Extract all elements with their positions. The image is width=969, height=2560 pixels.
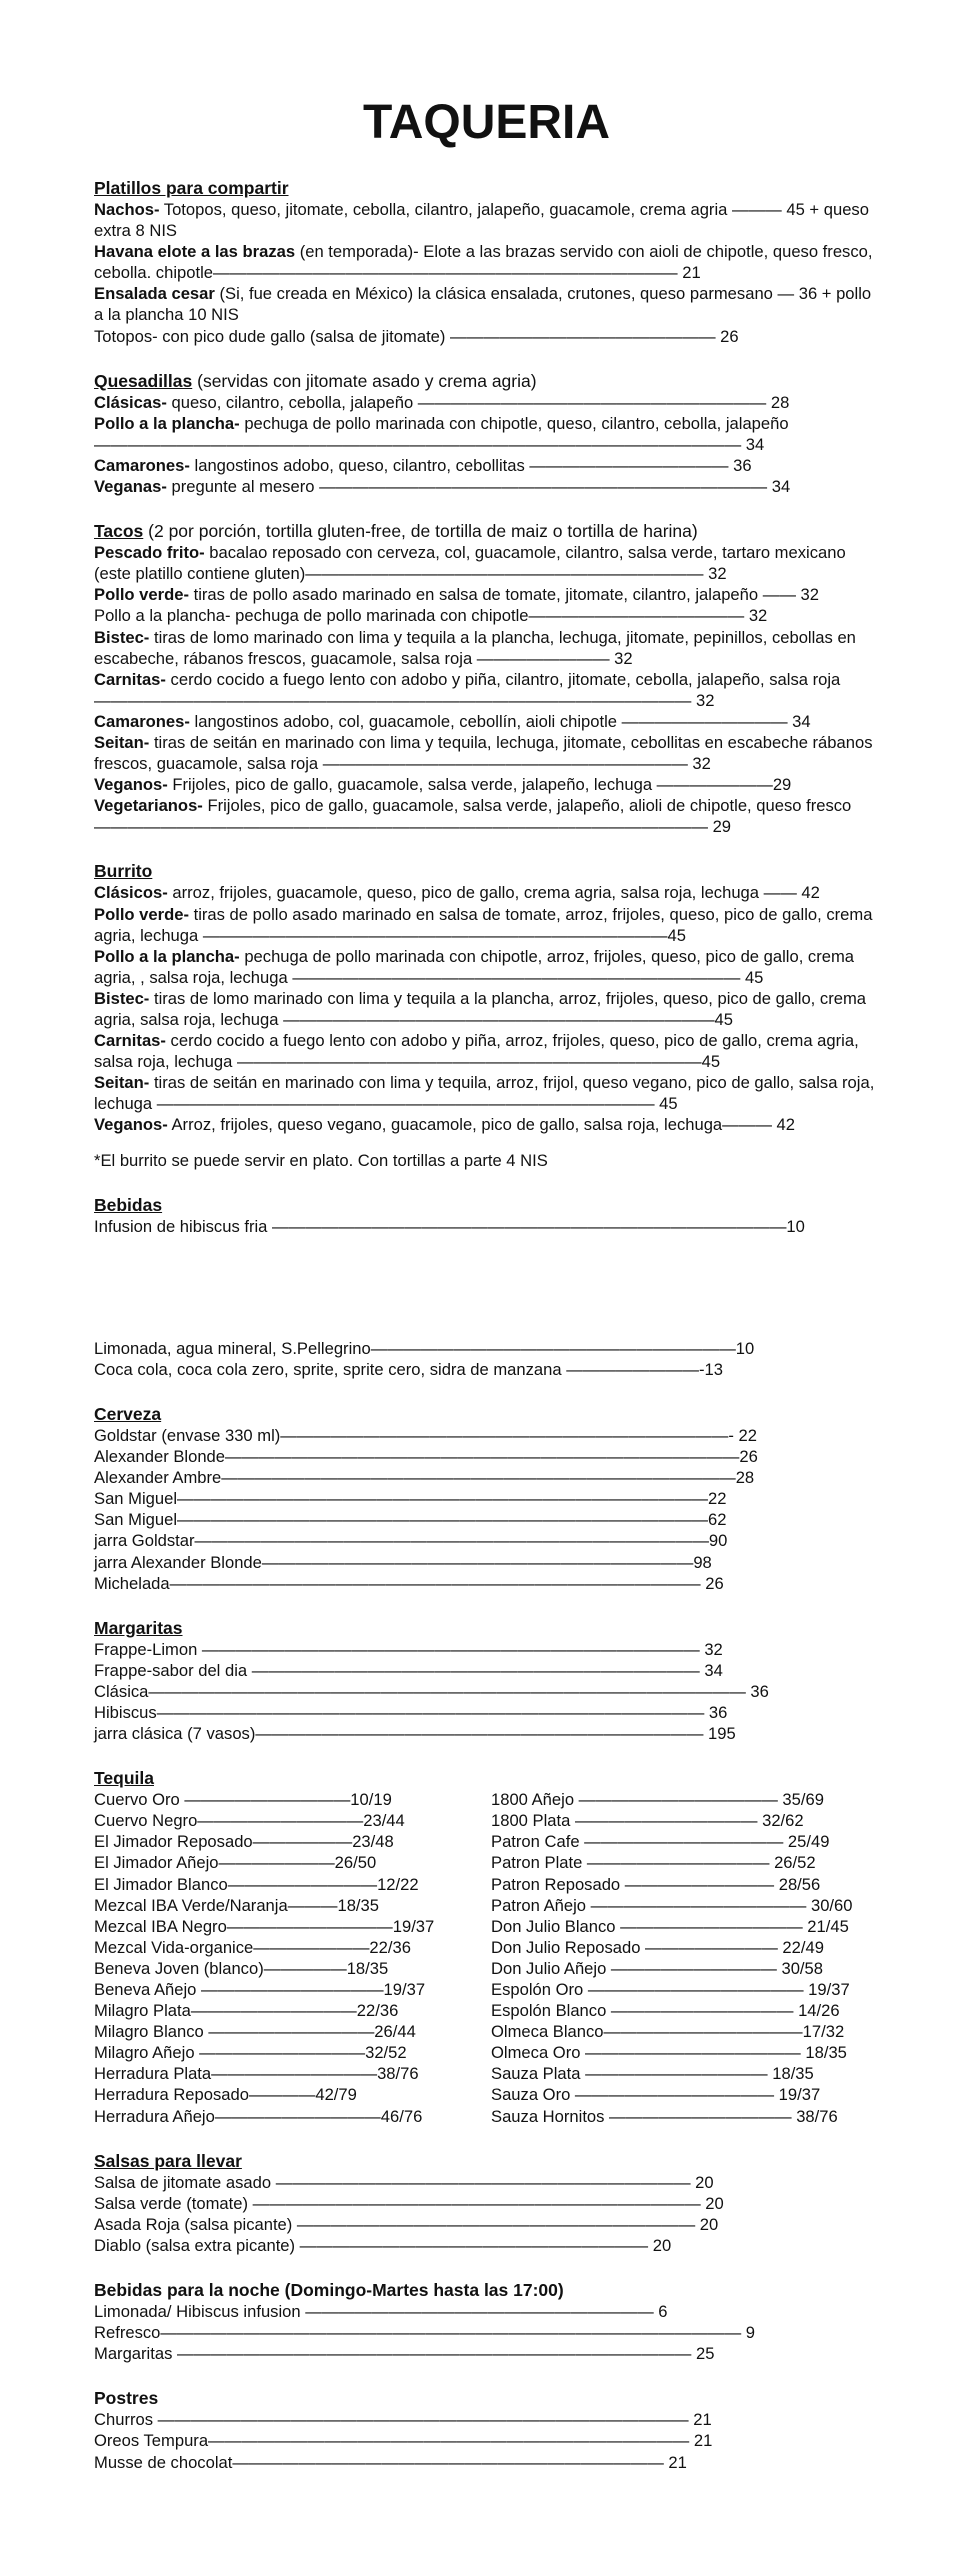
section-heading-note: (2 por porción, tortilla gluten-free, de tortilla de maiz o tortilla de harina): [143, 521, 698, 542]
menu-item-description: Asada Roja (salsa picante) ———————————————————————— 20: [94, 2214, 719, 2234]
menu-item-name: Pescado frito-: [94, 543, 205, 563]
menu-item-description: Totopos- con pico dude gallo (salsa de jitomate) ———————————————— 26: [94, 326, 739, 346]
menu-document: [94, 96, 879, 2497]
menu-item-description: Alexander Blonde———————————————————————————————26: [94, 1447, 758, 1467]
section-heading: [94, 178, 879, 199]
menu-item: [94, 392, 879, 413]
menu-item-description: pechuga de pollo marinada con chipotle, arroz, frijoles, queso, pico de gallo, crema agria, , salsa roja, lechuga ——————————————————————————— 45: [94, 946, 855, 987]
menu-item-name: Carnitas-: [94, 669, 166, 689]
section-heading: [94, 371, 879, 392]
menu-item-description: Coca cola, coca cola zero, sprite, sprite cero, sidra de manzana ————————-13: [94, 1359, 723, 1379]
tequila-item: Cuervo Negro——————————23/44: [94, 1811, 405, 1831]
page-title: TAQUERIA: [362, 96, 611, 149]
menu-item-description: Infusion de hibiscus fria ———————————————————————————————10: [94, 1216, 805, 1236]
menu-section: [94, 521, 879, 837]
section-tequila: [94, 1768, 879, 2127]
tequila-item: Olmeca Oro ————————————— 18/35: [491, 2043, 847, 2063]
menu-item: [94, 1072, 879, 1114]
menu-item-description: (Si, fue creada en México) la clásica ensalada, crutones, queso parmesano — 36 + pollo a la plancha 10 NIS: [94, 284, 872, 325]
menu-item: [94, 542, 879, 584]
menu-item-name: Nachos-: [94, 200, 160, 219]
menu-item: [94, 1467, 879, 1488]
section-heading: [94, 861, 879, 882]
section-heading-text: Quesadillas: [94, 370, 193, 391]
section-heading-text: Burrito: [94, 861, 153, 882]
tequila-item: Patron Reposado ————————— 28/56: [491, 1874, 821, 1894]
menu-section: [94, 1195, 879, 1380]
menu-item-description: tiras de seitán en marinado con lima y tequila, lechuga, jitomate, cebollitas en escabeche rábanos frescos, guacamole, salsa roja —————————————————————— 32: [94, 732, 873, 774]
menu-item: [94, 988, 879, 1030]
section-heading-text: Cerveza: [94, 1403, 162, 1424]
section-heading-text: Bebidas: [94, 1194, 163, 1215]
menu-item-description: Musse de chocolat—————————————————————————— 21: [94, 2452, 687, 2472]
menu-item-name: Veganas-: [94, 477, 167, 497]
menu-item-description: tiras de pollo asado marinado en salsa de tomate, jitomate, cilantro, jalapeño —— 32: [188, 585, 819, 605]
menu-item-description: Churros ———————————————————————————————— 21: [94, 2410, 712, 2430]
menu-item-description: Hibiscus————————————————————————————————— 36: [94, 1702, 728, 1722]
menu-item: [94, 413, 879, 455]
menu-item-name: Clásicas-: [94, 392, 167, 412]
menu-item-description: bacalao reposado con cerveza, col, guacamole, cilantro, salsa verde, tartaro mexicano (este platillo contiene gluten)———————————————————————— 32: [94, 543, 846, 584]
menu-item-description: Arroz, frijoles, queso vegano, guacamole, pico de gallo, salsa roja, lechuga——— 42: [167, 1115, 796, 1135]
menu-item-name: Bistec-: [94, 988, 150, 1008]
tequila-item: Sauza Plata ——————————— 18/35: [491, 2064, 814, 2084]
menu-item: [94, 1681, 879, 1702]
tequila-item: Mezcal IBA Verde/Naranja———18/35: [94, 1895, 380, 1915]
section-heading: [94, 2388, 879, 2409]
tequila-item: Milagro Blanco ——————————26/44: [94, 2022, 416, 2042]
tequila-item: Espolón Blanco ——————————— 14/26: [491, 2001, 840, 2021]
tequila-item: Sauza Oro ———————————— 19/37: [491, 2085, 821, 2105]
tequila-item: 1800 Plata ——————————— 32/62: [491, 1811, 804, 1831]
menu-section: [94, 1618, 879, 1744]
tequila-item: Patron Añejo ————————————— 30/60: [491, 1895, 853, 1915]
menu-item-description: Salsa de jitomate asado ————————————————————————— 20: [94, 2172, 714, 2192]
menu-item: [94, 1723, 879, 1744]
section-heading: Tequila: [94, 1768, 154, 1789]
menu-item-description: Diablo (salsa extra picante) ————————————————————— 20: [94, 2235, 672, 2255]
menu-item-description: Michelada———————————————————————————————— 26: [94, 1573, 724, 1593]
menu-item-name: Ensalada cesar: [94, 284, 215, 304]
menu-item: [94, 476, 879, 497]
tequila-item: 1800 Añejo ———————————— 35/69: [491, 1790, 824, 1810]
section-heading: [94, 1195, 879, 1216]
menu-item-name: Veganos-: [94, 1115, 168, 1135]
menu-item: [94, 605, 879, 626]
menu-item-description: tiras de seitán en marinado con lima y tequila, arroz, frijol, queso vegano, pico de gallo, salsa roja, lechuga —————————————————————————————— 45: [94, 1073, 875, 1114]
tequila-item: Don Julio Blanco ——————————— 21/45: [491, 1916, 849, 1936]
menu-item-description: Refresco——————————————————————————————————— 9: [94, 2323, 756, 2343]
menu-item-description: Frijoles, pico de gallo, guacamole, salsa verde, jalapeño, lechuga ———————29: [167, 775, 792, 795]
menu-item: [94, 732, 879, 774]
menu-item: [94, 1425, 879, 1446]
tequila-item: Don Julio Añejo —————————— 30/58: [491, 1958, 823, 1978]
tequila-item: Milagro Plata——————————22/36: [94, 2001, 399, 2021]
menu-item-description: jarra Goldstar———————————————————————————————90: [94, 1531, 728, 1551]
menu-item: [94, 774, 879, 795]
tequila-item: El Jimador Blanco—————————12/22: [94, 1874, 419, 1894]
menu-item-name: Seitan-: [94, 732, 150, 752]
menu-item-description: jarra Alexander Blonde——————————————————————————98: [94, 1552, 712, 1572]
menu-item-description: (en temporada)- Elote a las brazas servido con aioli de chipotle, queso fresco, cebolla. chipotle———————————————————————————— 21: [94, 242, 873, 283]
menu-item-description: queso, cilantro, cebolla, jalapeño ————————————————————— 28: [166, 392, 790, 412]
tequila-item: Herradura Añejo——————————46/76: [94, 2106, 423, 2126]
menu-item-description: San Miguel————————————————————————————————22: [94, 1489, 727, 1509]
menu-item: [94, 1338, 879, 1359]
menu-item-name: Veganos-: [94, 775, 168, 795]
menu-item: [94, 2235, 879, 2256]
menu-item-description: tiras de pollo asado marinado en salsa de tomate, arroz, frijoles, queso, pico de gallo, crema agria, lechuga ————————————————————————————45: [94, 904, 873, 945]
menu-item: [94, 1573, 879, 1594]
menu-item: [94, 1639, 879, 1660]
menu-item: [94, 904, 879, 946]
menu-section: [94, 371, 879, 497]
section-heading-text: Bebidas para la noche (Domingo-Martes hasta las 17:00): [94, 2280, 564, 2301]
tequila-item: Espolón Oro ————————————— 19/37: [491, 1980, 850, 1999]
tequila-grid: [94, 1789, 879, 2127]
menu-item: [94, 1552, 879, 1573]
section-heading-note: (servidas con jitomate asado y crema agria): [192, 370, 537, 391]
menu-item-description: arroz, frijoles, guacamole, queso, pico de gallo, crema agria, salsa roja, lechuga —— 42: [167, 883, 820, 903]
menu-item: [94, 627, 879, 669]
menu-item-name: Havana elote a las brazas: [94, 242, 296, 262]
menu-item-name: Pollo verde-: [94, 585, 189, 605]
tequila-item: El Jimador Reposado——————23/48: [94, 1832, 394, 1852]
menu-item: [94, 584, 879, 605]
menu-item-description: Frappe-Limon —————————————————————————————— 32: [94, 1639, 723, 1659]
menu-item: [94, 241, 879, 283]
tequila-left-column: [94, 1789, 491, 2127]
menu-sections: [94, 178, 879, 1744]
menu-item: [94, 1488, 879, 1509]
menu-item: [94, 946, 879, 988]
menu-item-name: Clásicos-: [94, 883, 168, 903]
tequila-item: Patron Cafe ———————————— 25/49: [491, 1832, 830, 1852]
menu-item: [94, 326, 879, 347]
menu-item-description: San Miguel————————————————————————————————62: [94, 1510, 727, 1530]
menu-item-name: Pollo a la plancha-: [94, 413, 240, 433]
menu-item: [94, 882, 879, 903]
menu-item-description: tiras de lomo marinado con lima y tequila a la plancha, lechuga, jitomate, pepinillos, cebollas en escabeche, rábanos frescos, guacamole, salsa roja ———————— 32: [94, 627, 856, 668]
menu-item: [94, 669, 879, 711]
menu-item-description: Alexander Ambre———————————————————————————————28: [94, 1468, 755, 1488]
section-heading: [94, 521, 879, 542]
tequila-item: Don Julio Reposado ———————— 22/49: [491, 1937, 824, 1957]
section-heading: [94, 1618, 879, 1639]
tequila-item: Patron Plate ——————————— 26/52: [491, 1853, 816, 1873]
menu-item: [94, 1114, 879, 1135]
section-heading-text: Tacos: [94, 521, 144, 542]
menu-item-description: Frappe-sabor del dia ——————————————————————————— 34: [94, 1660, 723, 1680]
section-heading: [94, 2280, 879, 2301]
section-heading-text: Postres: [94, 2388, 159, 2409]
menu-item-name: Camarones-: [94, 711, 190, 731]
menu-item: [94, 1359, 879, 1380]
menu-item-name: Carnitas-: [94, 1031, 166, 1051]
menu-sections-after: [94, 2151, 879, 2473]
menu-item: [94, 2322, 879, 2343]
menu-item: [94, 2452, 879, 2473]
section-heading: [94, 1404, 879, 1425]
menu-item: [94, 2214, 879, 2235]
menu-item: [94, 283, 879, 325]
tequila-item: Beneva Añejo ———————————19/37: [94, 1980, 426, 1999]
menu-item-description: Pollo a la plancha- pechuga de pollo marinada con chipotle————————————— 32: [94, 606, 768, 626]
menu-section: [94, 2388, 879, 2472]
menu-item-description: cerdo cocido a fuego lento con adobo y piña, cilantro, jitomate, cebolla, jalapeño, salsa roja ———————————————————————————————————— 32: [94, 669, 841, 710]
tequila-item: Olmeca Blanco————————————17/32: [491, 2022, 845, 2042]
menu-section: [94, 2280, 879, 2364]
menu-item-name: Bistec-: [94, 627, 150, 647]
menu-item-description: Frijoles, pico de gallo, guacamole, salsa verde, jalapeño, alioli de chipotle, queso fresco ————————————————————————————————————— 29: [94, 796, 852, 837]
menu-item: [94, 199, 879, 241]
menu-item-name: Camarones-: [94, 455, 190, 475]
menu-item: [94, 2193, 879, 2214]
section-footnote: *El burrito se puede servir en plato. Con tortillas a parte 4 NIS: [94, 1150, 548, 1170]
menu-item-description: langostinos adobo, queso, cilantro, cebollitas ———————————— 36: [189, 455, 752, 475]
menu-item-name: Pollo a la plancha-: [94, 946, 240, 966]
menu-item: [94, 1216, 879, 1237]
blank-gap: [94, 1237, 879, 1338]
menu-item-description: cerdo cocido a fuego lento con adobo y piña, arroz, frijoles, queso, pico de gallo, crema agria, salsa roja, lechuga ————————————————————————————45: [94, 1031, 859, 1072]
menu-item-description: Limonada/ Hibiscus infusion ————————————————————— 6: [94, 2302, 668, 2322]
menu-item: [94, 1530, 879, 1551]
menu-item-name: Seitan-: [94, 1073, 150, 1093]
tequila-item: Herradura Plata——————————38/76: [94, 2064, 419, 2084]
menu-item: [94, 2172, 879, 2193]
menu-item-description: pechuga de pollo marinada con chipotle, queso, cilantro, cebolla, jalapeño ——————————————————————————————————————— 34: [94, 413, 789, 454]
menu-item-description: langostinos adobo, col, guacamole, cebollín, aioli chipotle —————————— 34: [189, 711, 811, 731]
menu-item: [94, 2430, 879, 2451]
tequila-item: Beneva Joven (blanco)—————18/35: [94, 1958, 389, 1978]
menu-item: [94, 1509, 879, 1530]
section-heading-text: Platillos para compartir: [94, 178, 289, 198]
menu-item: [94, 2343, 879, 2364]
menu-item: [94, 1030, 879, 1072]
menu-item-description: Goldstar (envase 330 ml)———————————————————————————- 22: [94, 1425, 757, 1445]
tequila-item: Herradura Reposado————42/79: [94, 2085, 357, 2105]
menu-item: [94, 1446, 879, 1467]
tequila-item: Mezcal IBA Negro——————————19/37: [94, 1916, 435, 1936]
menu-item: [94, 2301, 879, 2322]
tequila-right-column: [491, 1789, 879, 2127]
menu-section: [94, 2151, 879, 2256]
menu-item: [94, 795, 879, 837]
menu-item-name: Pollo verde-: [94, 904, 189, 924]
menu-item-description: jarra clásica (7 vasos)——————————————————————————— 195: [94, 1724, 736, 1744]
menu-item-description: tiras de lomo marinado con lima y tequila a la plancha, arroz, frijoles, queso, pico de gallo, crema agria, salsa roja, lechuga ——————————————————————————45: [94, 988, 867, 1029]
tequila-item: Cuervo Oro ——————————10/19: [94, 1790, 392, 1810]
menu-section: [94, 178, 879, 347]
menu-item-description: Oreos Tempura————————————————————————————— 21: [94, 2431, 713, 2451]
menu-item-name: Vegetarianos-: [94, 796, 203, 816]
menu-section: [94, 1404, 879, 1594]
tequila-item: El Jimador Añejo———————26/50: [94, 1853, 377, 1873]
menu-item-description: pregunte al mesero ——————————————————————————— 34: [166, 477, 791, 497]
menu-item: [94, 1660, 879, 1681]
tequila-item: Mezcal Vida-organice———————22/36: [94, 1937, 411, 1957]
menu-section: [94, 861, 879, 1170]
menu-item: [94, 2409, 879, 2430]
section-heading: [94, 2151, 879, 2172]
section-heading-text: Salsas para llevar: [94, 2150, 242, 2171]
menu-item-description: Clásica———————————————————————————————————— 36: [94, 1681, 769, 1701]
tequila-item: Sauza Hornitos ——————————— 38/76: [491, 2106, 838, 2126]
tequila-item: Milagro Añejo ——————————32/52: [94, 2043, 407, 2063]
menu-item: [94, 711, 879, 732]
menu-item: [94, 1702, 879, 1723]
menu-item-description: Totopos, queso, jitomate, cebolla, cilantro, jalapeño, guacamole, crema agria ——— 45 + queso extra 8 NIS: [94, 200, 869, 241]
section-heading-text: Margaritas: [94, 1617, 183, 1638]
menu-item-description: Limonada, agua mineral, S.Pellegrino——————————————————————10: [94, 1338, 755, 1358]
menu-item-description: Salsa verde (tomate) ——————————————————————————— 20: [94, 2193, 724, 2213]
menu-item: [94, 455, 879, 476]
menu-item-description: Margaritas ——————————————————————————————— 25: [94, 2344, 715, 2364]
